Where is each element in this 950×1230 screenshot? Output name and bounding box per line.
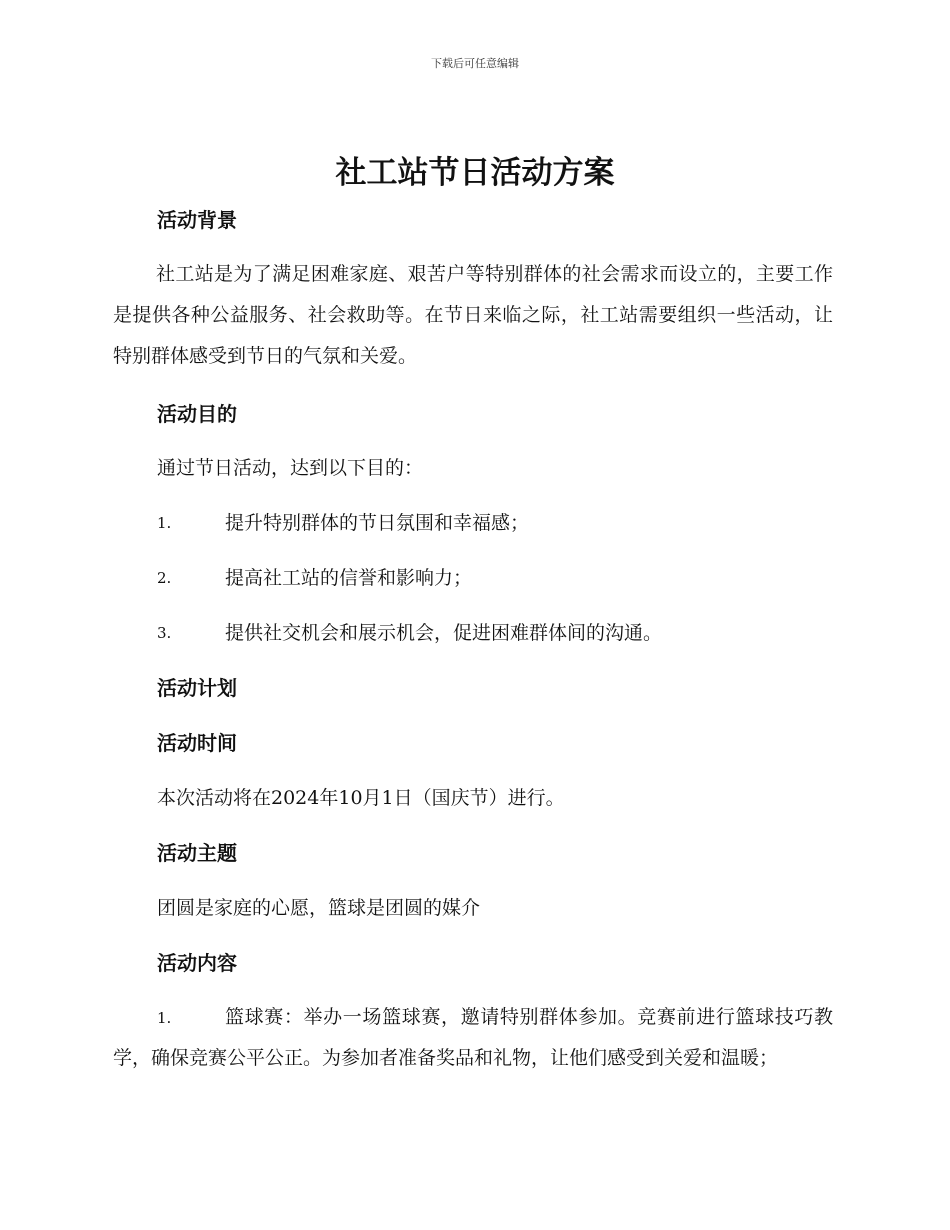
list-number: 1. bbox=[157, 514, 172, 532]
heading-background: 活动背景 bbox=[157, 208, 237, 232]
time-text: 本次活动将在2024年10月1日（国庆节）进行。 bbox=[157, 787, 565, 809]
content-list-item bbox=[113, 997, 833, 1079]
list-text: 提供社交机会和展示机会，促进困难群体间的沟通。 bbox=[225, 622, 663, 644]
header-note: 下载后可任意编辑 bbox=[431, 57, 519, 70]
heading-purpose: 活动目的 bbox=[157, 402, 237, 426]
theme-text: 团圆是家庭的心愿，篮球是团圆的媒介 bbox=[157, 897, 481, 919]
purpose-intro: 通过节日活动，达到以下目的： bbox=[157, 457, 424, 479]
heading-content: 活动内容 bbox=[157, 951, 237, 975]
list-number: 1. bbox=[157, 1009, 172, 1027]
list-number: 2. bbox=[157, 569, 172, 587]
list-text: 提升特别群体的节日氛围和幸福感； bbox=[225, 512, 530, 534]
heading-time: 活动时间 bbox=[157, 731, 237, 755]
background-paragraph: 社工站是为了满足困难家庭、艰苦户等特别群体的社会需求而设立的，主要工作是提供各种公益服务、社会救助等。在节日来临之际，社工站需要组织一些活动，让特别群体感受到节日的气氛和关爱。 bbox=[113, 263, 833, 367]
heading-plan: 活动计划 bbox=[157, 676, 237, 700]
list-text: 提高社工站的信誉和影响力； bbox=[225, 567, 473, 589]
list-text: 篮球赛：举办一场篮球赛，邀请特别群体参加。竞赛前进行篮球技巧教学，确保竞赛公平公正。为参加者准备奖品和礼物，让他们感受到关爱和温暖； bbox=[113, 1006, 833, 1069]
document-title: 社工站节日活动方案 bbox=[335, 155, 615, 191]
list-number: 3. bbox=[157, 624, 172, 642]
heading-theme: 活动主题 bbox=[157, 841, 237, 865]
